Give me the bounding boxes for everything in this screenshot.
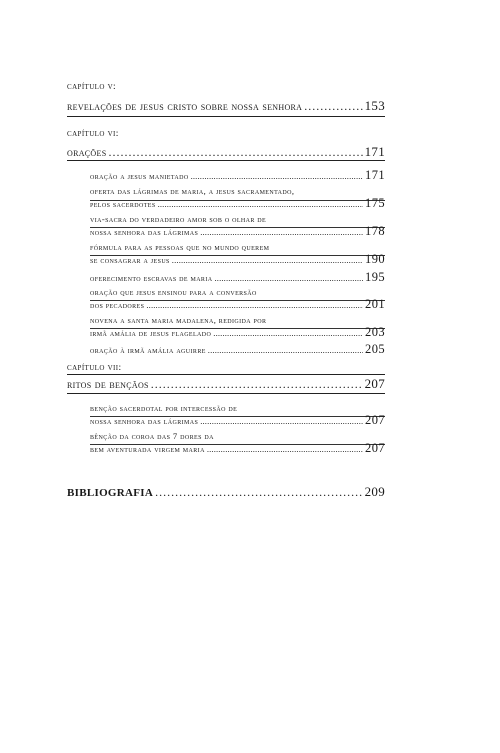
- toc-item-page: 175: [365, 196, 385, 210]
- toc-item-title: fórmula para as pessoas que no mundo querem: [90, 242, 270, 252]
- toc-item-page: 195: [365, 270, 385, 284]
- chapter-7-label: capítulo vii:: [67, 363, 122, 373]
- toc-item-title: oferta das lágrimas de maria, a jesus sacramentado,: [90, 186, 295, 196]
- toc-item-title: dos pecadores: [90, 300, 145, 310]
- toc-item-page: 190: [365, 252, 385, 266]
- chapter-6-rule: [67, 160, 385, 161]
- toc-item-title: pelos sacerdotes: [90, 199, 156, 209]
- toc-item-page: 178: [365, 224, 385, 238]
- chapter-6-title: orações: [67, 145, 107, 159]
- bibliography-entry[interactable]: [67, 484, 385, 500]
- toc-item[interactable]: [90, 196, 385, 211]
- chapter-6-label: capítulo vi:: [67, 129, 119, 139]
- toc-item-title: bem aventurada virgem maria: [90, 444, 205, 454]
- toc-item-title: nossa senhora das lágrimas: [90, 416, 199, 426]
- chapter-5-label: capítulo v:: [67, 82, 117, 92]
- toc-item-title: benção sacerdotal por intercessão de: [90, 403, 238, 413]
- toc-item-title: oração a jesus manietado: [90, 171, 189, 181]
- toc-item-title: oferecimento escravas de maria: [90, 273, 213, 283]
- leader-dots: [172, 255, 363, 265]
- leader-dots: [155, 485, 362, 500]
- leader-dots: [214, 273, 363, 283]
- chapter-5-title: revelações de jesus cristo sobre nossa senhora: [67, 99, 303, 113]
- toc-item[interactable]: [90, 342, 385, 357]
- toc-item-title: irmã amália de jesus flagelado: [90, 328, 212, 338]
- toc-item-title: bênção da coroa das 7 dores da: [90, 431, 214, 441]
- leader-dots: [146, 300, 363, 310]
- toc-item[interactable]: [90, 168, 385, 183]
- toc-item[interactable]: [90, 441, 385, 456]
- chapter-5-rule: [67, 116, 385, 117]
- toc-item[interactable]: [90, 270, 385, 285]
- toc-item[interactable]: [90, 413, 385, 428]
- toc-item-title: oração à irmã amália aguirre: [90, 345, 206, 355]
- toc-item-title: se consagrar a jesus: [90, 255, 170, 265]
- bibliography-page: 209: [364, 484, 385, 499]
- toc-item-title: via-sacra do verdadeiro amor sob o olhar de: [90, 214, 267, 224]
- leader-dots: [151, 377, 363, 392]
- chapter-6-page: 171: [364, 144, 385, 159]
- toc-item-title: novena a santa maria madalena, redigida por: [90, 315, 267, 325]
- leader-dots: [208, 345, 363, 355]
- chapter-7-title: ritos de bençãos: [67, 377, 149, 391]
- toc-item-title: oração que jesus ensinou para a conversão: [90, 287, 257, 297]
- toc-item[interactable]: [90, 224, 385, 239]
- toc-item-title: nossa senhora das lágrimas: [90, 227, 199, 237]
- leader-dots: [158, 199, 363, 209]
- chapter-6-entry[interactable]: [67, 144, 385, 160]
- leader-dots: [207, 444, 363, 454]
- leader-dots: [200, 227, 363, 237]
- toc-item-page: 205: [365, 342, 385, 356]
- leader-dots: [200, 416, 363, 426]
- leader-dots: [304, 99, 362, 114]
- toc-item-page: 201: [365, 297, 385, 311]
- leader-dots: [108, 145, 362, 160]
- toc-item[interactable]: [90, 325, 385, 340]
- bibliography-title: BIBLIOGRAFIA: [67, 487, 154, 499]
- chapter-5-entry[interactable]: [67, 98, 385, 114]
- toc-item-page: 203: [365, 325, 385, 339]
- toc-item-page: 171: [365, 168, 385, 182]
- toc-item-page: 207: [365, 413, 385, 427]
- leader-dots: [191, 171, 363, 181]
- leader-dots: [213, 328, 363, 338]
- chapter-7-rule-top: [67, 374, 385, 375]
- chapter-7-page: 207: [364, 376, 385, 391]
- chapter-7-rule: [67, 393, 385, 394]
- chapter-7-entry[interactable]: [67, 376, 385, 392]
- chapter-5-page: 153: [364, 98, 385, 113]
- toc-item[interactable]: [90, 252, 385, 267]
- toc-item-page: 207: [365, 441, 385, 455]
- toc-item[interactable]: [90, 297, 385, 312]
